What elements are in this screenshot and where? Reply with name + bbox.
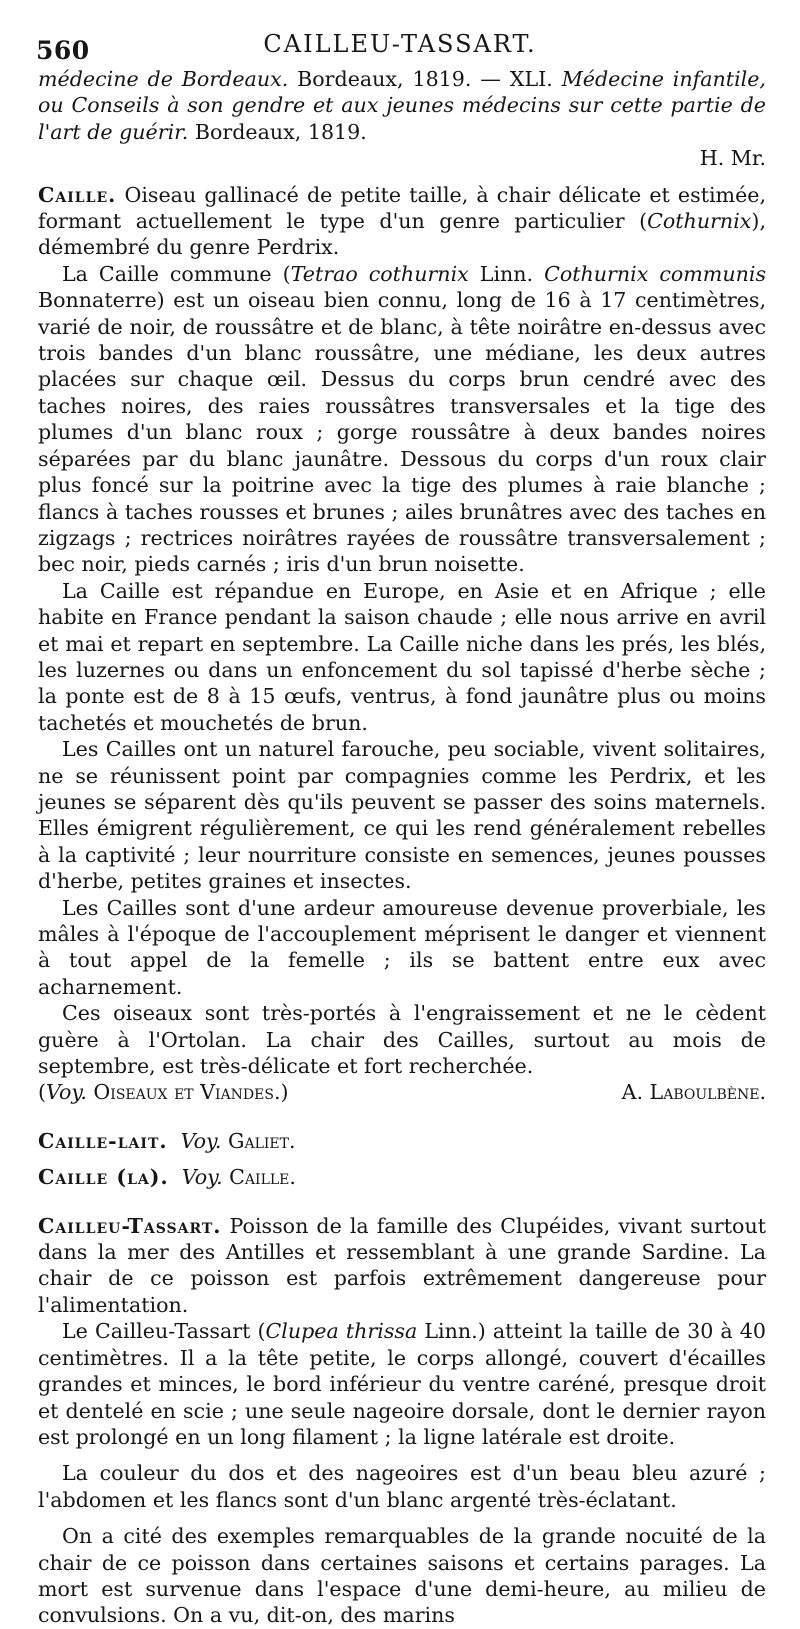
page-header — [36, 26, 764, 66]
bibliography-title-1: médecine de Bordeaux. — [38, 67, 289, 91]
cailleu-tassart-p2-text-1: Le Cailleu-Tassart ( — [62, 1319, 266, 1344]
caille-cross-reference-row — [38, 1079, 766, 1105]
caille-distribution-paragraph: La Caille est répandue en Europe, en Asie et en Afrique ; elle habite en France pendant la saison chaude ; elle nous arrive en avril et mai et repart en septembre. La Caille niche dans les prés, les blés, les luzernes ou dans un enfoncement du sol tapissé d'herbe sèche ; la ponte est de 8 à 15 œufs, ventrus, à fond jaunâtre plus ou moins tachetés et mouchetés de brun. — [38, 578, 766, 735]
entry-cailleu-tassart-intro — [38, 1213, 766, 1319]
caille-cross-reference: (Voy. Oiseaux et Viandes.) — [38, 1080, 289, 1105]
cailleu-tassart-colour-paragraph: La couleur du dos et des nageoires est d'un beau bleu azuré ; l'abdomen et les flancs sont d'un blanc argenté très-éclatant. — [38, 1461, 766, 1512]
entry-headword-cailleu-tassart: Cailleu-Tassart. — [38, 1213, 222, 1238]
caille-mating-paragraph: Les Cailles sont d'une ardeur amoureuse devenue proverbiale, les mâles à l'époque de l'accouplement méprisent le danger et viennent à tout appel de la femelle ; ils se battent entre eux avec acharnement. — [38, 895, 766, 999]
voy-label: Voy. — [180, 1128, 222, 1153]
caille-intro-text-2: ), démembré du genre Perdrix. — [38, 209, 766, 260]
page-number: 560 — [36, 36, 90, 65]
caille-description-paragraph — [38, 261, 766, 578]
entry-caille-la — [38, 1164, 766, 1190]
voy-label: Voy. — [46, 1080, 87, 1105]
entry-caille-intro — [38, 182, 766, 261]
cailleu-tassart-toxicity-paragraph: On a cité des exemples remarquables de la grande nocuité de la chair de ce poisson dans certaines saisons et certains parages. La mort est survenue dans l'espace d'une demi-heure, au milieu de convulsions. On a vu, dit-on, des marins — [38, 1524, 766, 1628]
entry-headword-caille: Caille. — [38, 182, 117, 207]
bibliography-text-1: Bordeaux, 1819. — XLI. — [288, 67, 562, 91]
caille-culinary-paragraph: Ces oiseaux sont très-portés à l'engraissement et ne le cèdent guère à l'Ortolan. La chair des Cailles, surtout au mois de septembre, est très-délicate et fort recherchée. — [38, 1001, 766, 1079]
caille-behaviour-paragraph: Les Cailles ont un naturel farouche, peu sociable, vivent solitaires, ne se réunissent point par compagnies comme les Perdrix, et les jeunes se séparent dès qu'ils peuvent se passer des soins maternels. Elles émigrent régulièrement, ce qui les rend généralement rebelles à la captivité ; leur nourriture consiste en semences, jeunes pousses d'herbe, petites graines et insectes. — [38, 737, 766, 894]
cross-reference-target: Galiet. — [228, 1128, 296, 1153]
cross-reference-targets: Oiseaux et Viandes. — [86, 1080, 281, 1105]
cailleu-tassart-scientific-name: Clupea thrissa — [265, 1319, 418, 1344]
cailleu-tassart-intro-text: Poisson de la famille des Clupéides, vivant surtout dans la mer des Antilles et ressemblant à une grande Sardine. La chair de ce poisson est parfois extrêmement dangereuse pour l'alimentation. — [38, 1213, 766, 1317]
cross-reference-target: Caille. — [229, 1165, 296, 1190]
caille-author: A. Laboulbène. — [621, 1080, 766, 1105]
caille-intro-genus: Cothurnix — [647, 209, 752, 234]
caille-p2-scientific-name-2: Cothurnix communis — [544, 261, 767, 286]
entry-headword-caille-lait: Caille-lait. — [38, 1128, 168, 1153]
caille-p2-scientific-name-1: Tetrao cothurnix — [290, 261, 469, 286]
caille-p2-text-1: La Caille commune ( — [62, 261, 291, 286]
caille-intro-text-1: Oiseau gallinacé de petite taille, à chair délicate et estimée, formant actuellement le type d'un genre particulier ( — [38, 182, 766, 234]
entry-caille-lait — [38, 1128, 766, 1154]
bibliography-text-2: Bordeaux, 1819. — [188, 119, 367, 144]
previous-entry-bibliography — [38, 66, 766, 145]
previous-entry-author: H. Mr. — [699, 146, 766, 171]
page-body — [38, 66, 766, 1629]
entry-headword-caille-la: Caille (la). — [38, 1165, 169, 1190]
caille-p2-text-3: Bonnaterre) est un oiseau bien connu, long de 16 à 17 centimètres, varié de noir, de roussâtre et de blanc, à tête noirâtre en-dessus avec trois bandes d'un blanc roussâtre, une médiane, les deux autres placées sur chaque œil. Dessus du corps brun cendré avec des taches noires, des raies roussâtres transversales et la tige des plumes d'un blanc roux ; gorge roussâtre à deux bandes noires séparées par du blanc jaunâtre. Dessous du corps d'un roux clair plus foncé sur la poitrine avec la tige des plumes à raie blanche ; flancs à taches rousses et brunes ; ailes brunâtres avec des taches en zigzags ; rectrices noirâtres rayées de roussâtre transversalement ; bec noir, pieds carnés ; iris d'un brun noisette. — [38, 288, 766, 577]
bibliography-title-2: Médecine infantile, ou Conseils à son gendre et aux jeunes médecins sur cette partie de l'art de guérir. — [38, 67, 766, 144]
caille-p2-text-2: Linn. — [468, 261, 545, 286]
cailleu-tassart-description-paragraph — [38, 1318, 766, 1450]
cailleu-tassart-p2-text-2: Linn.) atteint la taille de 30 à 40 centimètres. Il a la tête petite, le corps allongé, couvert d'écailles grandes et minces, le bord inférieur du ventre caréné, presque droit et dentelé en scie ; une seule nageoire dorsale, dont le dernier rayon est prolongé en un long filament ; la ligne latérale est droite. — [38, 1319, 766, 1449]
voy-label: Voy. — [181, 1165, 223, 1190]
running-head: CAILLEU-TASSART. — [263, 30, 537, 58]
